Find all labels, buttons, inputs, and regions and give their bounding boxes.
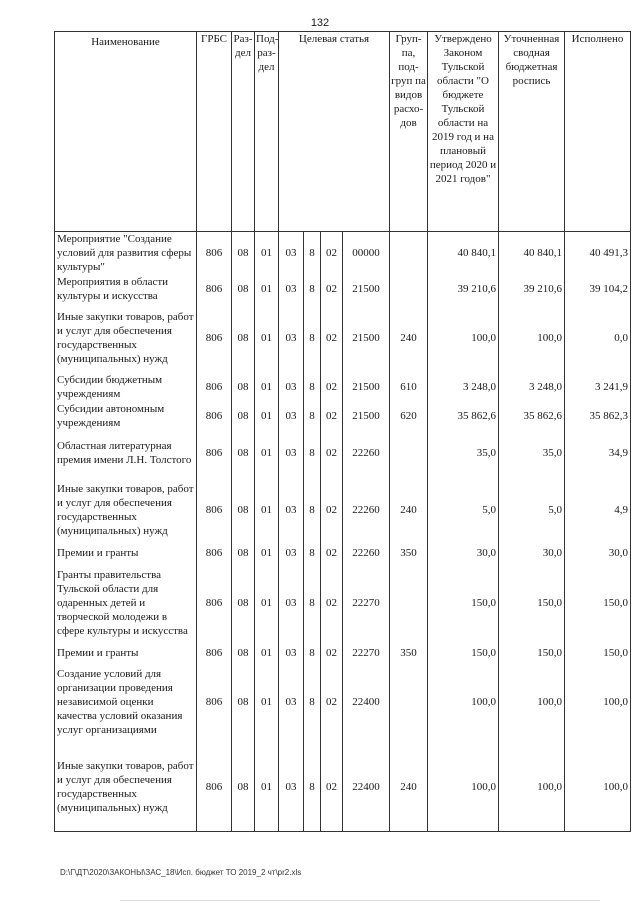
cell-target-type: 8 [304, 660, 321, 744]
table-row [55, 275, 631, 303]
cell-refined: 39 210,6 [499, 275, 565, 303]
cell-podrazdel: 01 [255, 275, 279, 303]
cell-expense-group: 240 [390, 744, 428, 832]
cell-target-subprogram: 02 [321, 373, 343, 402]
cell-expense-group [390, 431, 428, 475]
cell-executed: 4,9 [565, 475, 631, 546]
cell-target-program: 03 [279, 275, 304, 303]
table-row [55, 402, 631, 431]
cell-name: Субсидии бюджетным учреждениям [55, 373, 197, 402]
cell-target-program: 03 [279, 373, 304, 402]
cell-approved: 100,0 [428, 744, 499, 832]
cell-grbs: 806 [197, 431, 232, 475]
cell-grbs: 806 [197, 660, 232, 744]
cell-target-direction: 21500 [343, 303, 390, 373]
cell-target-program: 03 [279, 744, 304, 832]
cell-executed: 3 241,9 [565, 373, 631, 402]
file-path-footer: D:\Г\ДТ\2020\ЗАКОНЫ\ЗАС_18\Исп. бюджет ТО 2019_2 чт\pr2.xls [60, 868, 302, 877]
table-row [55, 660, 631, 744]
cell-target-program: 03 [279, 431, 304, 475]
cell-executed: 30,0 [565, 546, 631, 560]
cell-podrazdel: 01 [255, 744, 279, 832]
cell-refined: 150,0 [499, 646, 565, 660]
cell-refined: 35 862,6 [499, 402, 565, 431]
cell-target-direction: 00000 [343, 232, 390, 275]
cell-approved: 35 862,6 [428, 402, 499, 431]
header-name: Наименование [55, 32, 197, 232]
cell-name: Субсидии автономным учреждениям [55, 402, 197, 431]
cell-name: Создание условий для организации проведения независимой оценки качества условий оказания услуг организациями [55, 660, 197, 744]
cell-razdel: 08 [232, 431, 255, 475]
cell-target-type: 8 [304, 546, 321, 560]
cell-executed: 100,0 [565, 660, 631, 744]
cell-expense-group: 350 [390, 646, 428, 660]
cell-refined: 3 248,0 [499, 373, 565, 402]
cell-target-program: 03 [279, 303, 304, 373]
cell-razdel: 08 [232, 232, 255, 275]
table-row [55, 431, 631, 475]
header-refined: Уточненная сводная бюджетная роспись [499, 32, 565, 232]
cell-grbs: 806 [197, 232, 232, 275]
header-row [55, 32, 631, 232]
cell-expense-group: 240 [390, 303, 428, 373]
cell-podrazdel: 01 [255, 373, 279, 402]
cell-name: Гранты правительства Тульской области для одаренных детей и творческой молодежи в сфере культуры и искусства [55, 560, 197, 646]
cell-podrazdel: 01 [255, 475, 279, 546]
table-row [55, 560, 631, 646]
cell-target-program: 03 [279, 646, 304, 660]
cell-target-direction: 22260 [343, 475, 390, 546]
cell-refined: 150,0 [499, 560, 565, 646]
cell-target-direction: 21500 [343, 402, 390, 431]
cell-target-subprogram: 02 [321, 232, 343, 275]
cell-approved: 39 210,6 [428, 275, 499, 303]
cell-target-program: 03 [279, 402, 304, 431]
cell-target-subprogram: 02 [321, 646, 343, 660]
cell-target-type: 8 [304, 744, 321, 832]
cell-name: Мероприятия в области культуры и искусства [55, 275, 197, 303]
cell-target-subprogram: 02 [321, 431, 343, 475]
cell-target-type: 8 [304, 560, 321, 646]
cell-razdel: 08 [232, 402, 255, 431]
cell-expense-group: 240 [390, 475, 428, 546]
cell-executed: 150,0 [565, 560, 631, 646]
footer-divider [120, 900, 600, 901]
cell-refined: 30,0 [499, 546, 565, 560]
cell-razdel: 08 [232, 744, 255, 832]
header-executed: Исполнено [565, 32, 631, 232]
cell-executed: 34,9 [565, 431, 631, 475]
cell-podrazdel: 01 [255, 660, 279, 744]
header-podrazdel: Под-раз-дел [255, 32, 279, 232]
cell-executed: 40 491,3 [565, 232, 631, 275]
cell-target-subprogram: 02 [321, 744, 343, 832]
cell-target-type: 8 [304, 373, 321, 402]
cell-target-type: 8 [304, 402, 321, 431]
cell-target-subprogram: 02 [321, 660, 343, 744]
cell-name: Премии и гранты [55, 646, 197, 660]
cell-target-program: 03 [279, 560, 304, 646]
cell-approved: 100,0 [428, 303, 499, 373]
cell-grbs: 806 [197, 744, 232, 832]
cell-approved: 150,0 [428, 560, 499, 646]
table-row [55, 232, 631, 275]
cell-podrazdel: 01 [255, 303, 279, 373]
header-group: Груп-па, под-груп па видов расхо-дов [390, 32, 428, 232]
cell-razdel: 08 [232, 546, 255, 560]
cell-razdel: 08 [232, 646, 255, 660]
cell-name: Мероприятие "Создание условий для развития сферы культуры" [55, 232, 197, 275]
cell-razdel: 08 [232, 373, 255, 402]
cell-approved: 35,0 [428, 431, 499, 475]
cell-razdel: 08 [232, 303, 255, 373]
cell-target-type: 8 [304, 646, 321, 660]
cell-razdel: 08 [232, 275, 255, 303]
cell-expense-group [390, 232, 428, 275]
cell-razdel: 08 [232, 560, 255, 646]
cell-target-subprogram: 02 [321, 560, 343, 646]
cell-expense-group [390, 560, 428, 646]
cell-refined: 40 840,1 [499, 232, 565, 275]
cell-target-subprogram: 02 [321, 546, 343, 560]
cell-target-direction: 22270 [343, 646, 390, 660]
cell-grbs: 806 [197, 560, 232, 646]
cell-razdel: 08 [232, 475, 255, 546]
cell-approved: 5,0 [428, 475, 499, 546]
cell-podrazdel: 01 [255, 232, 279, 275]
cell-executed: 100,0 [565, 744, 631, 832]
cell-podrazdel: 01 [255, 560, 279, 646]
table-row [55, 744, 631, 832]
cell-name: Иные закупки товаров, работ и услуг для обеспечения государственных (муниципальных) нужд [55, 475, 197, 546]
cell-grbs: 806 [197, 546, 232, 560]
cell-razdel: 08 [232, 660, 255, 744]
budget-table [54, 31, 631, 832]
cell-approved: 100,0 [428, 660, 499, 744]
cell-grbs: 806 [197, 303, 232, 373]
cell-target-type: 8 [304, 475, 321, 546]
cell-approved: 3 248,0 [428, 373, 499, 402]
cell-approved: 30,0 [428, 546, 499, 560]
cell-target-direction: 22260 [343, 431, 390, 475]
header-razdel: Раз-дел [232, 32, 255, 232]
cell-name: Областная литературная премия имени Л.Н. Толстого [55, 431, 197, 475]
cell-target-direction: 22260 [343, 546, 390, 560]
page-number: 132 [310, 17, 330, 29]
cell-refined: 35,0 [499, 431, 565, 475]
cell-podrazdel: 01 [255, 402, 279, 431]
cell-expense-group: 620 [390, 402, 428, 431]
table-row [55, 373, 631, 402]
cell-target-direction: 22270 [343, 560, 390, 646]
cell-podrazdel: 01 [255, 431, 279, 475]
cell-target-type: 8 [304, 232, 321, 275]
cell-target-subprogram: 02 [321, 402, 343, 431]
cell-executed: 35 862,3 [565, 402, 631, 431]
cell-executed: 150,0 [565, 646, 631, 660]
cell-target-direction: 22400 [343, 744, 390, 832]
cell-name: Премии и гранты [55, 546, 197, 560]
cell-refined: 100,0 [499, 660, 565, 744]
cell-target-program: 03 [279, 546, 304, 560]
cell-grbs: 806 [197, 373, 232, 402]
cell-target-subprogram: 02 [321, 303, 343, 373]
cell-approved: 40 840,1 [428, 232, 499, 275]
cell-name: Иные закупки товаров, работ и услуг для обеспечения государственных (муниципальных) нужд [55, 303, 197, 373]
cell-target-type: 8 [304, 303, 321, 373]
cell-target-subprogram: 02 [321, 275, 343, 303]
header-grbs: ГРБС [197, 32, 232, 232]
cell-target-direction: 21500 [343, 275, 390, 303]
cell-grbs: 806 [197, 402, 232, 431]
cell-executed: 39 104,2 [565, 275, 631, 303]
cell-grbs: 806 [197, 275, 232, 303]
cell-target-program: 03 [279, 232, 304, 275]
header-approved: Утверждено Законом Тульской области "О бюджете Тульской области на 2019 год и на плановый период 2020 и 2021 годов" [428, 32, 499, 232]
header-target: Целевая статья [279, 32, 390, 232]
cell-approved: 150,0 [428, 646, 499, 660]
cell-refined: 5,0 [499, 475, 565, 546]
table-row [55, 546, 631, 560]
table-row [55, 303, 631, 373]
cell-name: Иные закупки товаров, работ и услуг для обеспечения государственных (муниципальных) нужд [55, 744, 197, 832]
cell-target-program: 03 [279, 475, 304, 546]
cell-expense-group [390, 275, 428, 303]
cell-target-direction: 21500 [343, 373, 390, 402]
cell-target-program: 03 [279, 660, 304, 744]
cell-refined: 100,0 [499, 744, 565, 832]
table-row [55, 475, 631, 546]
table-row [55, 646, 631, 660]
cell-expense-group: 610 [390, 373, 428, 402]
cell-target-type: 8 [304, 275, 321, 303]
cell-expense-group [390, 660, 428, 744]
cell-podrazdel: 01 [255, 546, 279, 560]
cell-grbs: 806 [197, 646, 232, 660]
cell-target-subprogram: 02 [321, 475, 343, 546]
cell-refined: 100,0 [499, 303, 565, 373]
cell-grbs: 806 [197, 475, 232, 546]
cell-target-type: 8 [304, 431, 321, 475]
cell-expense-group: 350 [390, 546, 428, 560]
cell-podrazdel: 01 [255, 646, 279, 660]
cell-target-direction: 22400 [343, 660, 390, 744]
cell-executed: 0,0 [565, 303, 631, 373]
